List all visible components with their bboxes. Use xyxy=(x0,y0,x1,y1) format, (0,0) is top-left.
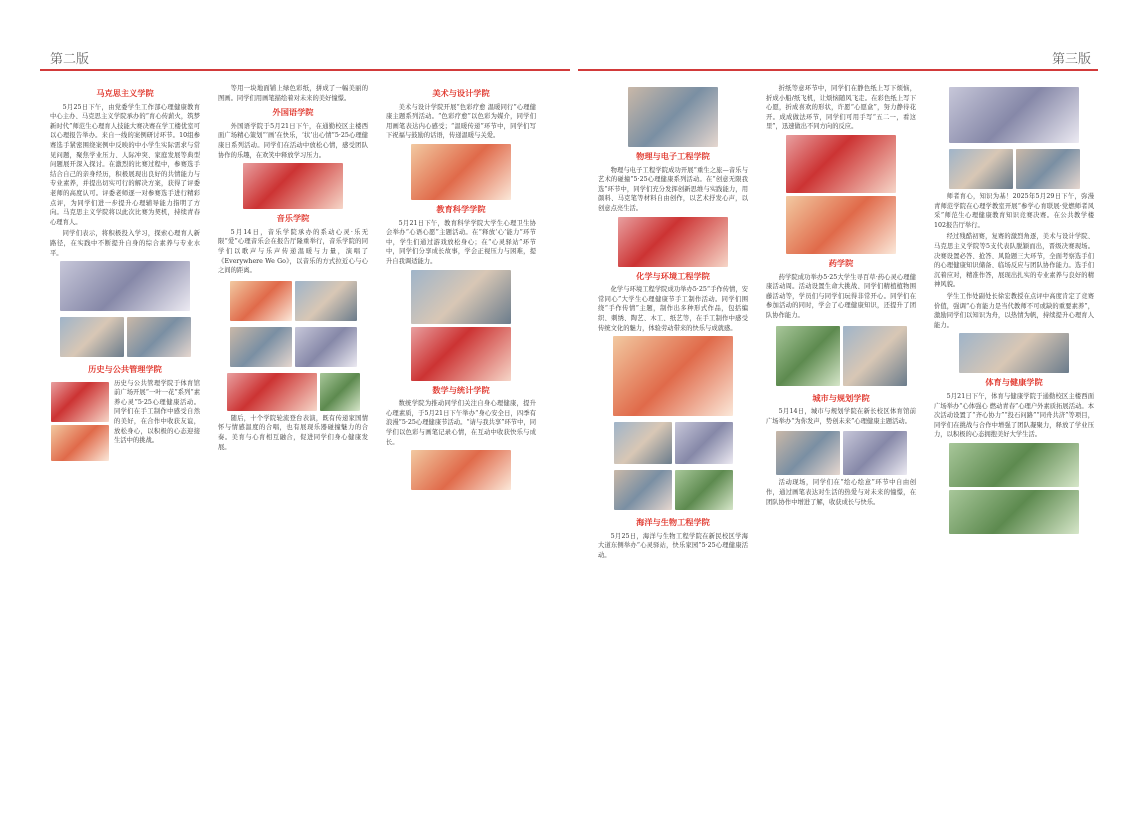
article-ocean: 5月25日，海洋与生物工程学院在新民校区学海大道东侧举办“心灵驿站，快乐家园”5·25心理健康活动。 xyxy=(598,532,748,559)
section-title-education: 教育科学学院 xyxy=(436,203,486,214)
section-title-marxism: 马克思主义学院 xyxy=(96,88,154,98)
photo-city-1 xyxy=(776,431,840,475)
article-marxism-2: 同学们表示，将积极投入学习，探索心理育人新路径，在实践中不断提升自身的综合素养与专业水平。 xyxy=(50,230,200,257)
photo-students xyxy=(843,326,907,386)
section-title-physics: 物理与电子工程学院 xyxy=(636,151,710,161)
photo-concert-2 xyxy=(295,281,357,321)
section-title-math: 数学与统计学院 xyxy=(432,384,490,395)
photo-foreign-event xyxy=(243,163,343,209)
photo-sport-outdoor-2 xyxy=(949,490,1079,534)
photo-group xyxy=(60,261,190,311)
article-contest-2: 经过残酷初赛，复赛的激烈角逐，美术与设计学院、马克思主义学院等5支代表队脱颖而出，晋级决赛现场。决赛设置必答、抢答、风险题三大环节，全面考察选手们的心理健康知识储备、临场反应与团队协作能力。选手们沉着应对，精准作答，展现出扎实的专业素养与良好的精神风貌。 xyxy=(934,233,1094,289)
article-continuation: 等用一块地面铺上绿色彩纸，拼成了一幅美丽的图画。同学们用画笔描绘着对未来的美好憧憬。 xyxy=(218,85,368,102)
column-4 xyxy=(598,84,748,804)
column-1 xyxy=(50,84,200,804)
article-city-2: 活动现场，同学们在“绘心绘意”环节中自由创作，通过画笔表达对生活的热爱与对未来的憧憬，在团队协作中增进了解，收获成长与快乐。 xyxy=(766,479,916,506)
article-math: 数统学院为推动同学们关注自身心理健康，提升心理素质，于5月21日下午举办“身心安全日，四季有浪漫”5·25心理健康节活动。“请与我共享”环节中，同学们以色彩与画笔记录心情，在互动中收获快乐与成长。 xyxy=(386,400,536,446)
page-label-right: 第三版 xyxy=(1051,52,1091,67)
photo-chemistry-4 xyxy=(675,470,733,510)
photo-classroom xyxy=(60,317,124,357)
photo-booth xyxy=(51,382,109,422)
photo-chemistry-group xyxy=(613,336,733,416)
column-3 xyxy=(386,84,536,804)
article-art: 美术与设计学院开展“色彩疗愈 温暖同行”心理健康主题系列活动。“色彩疗愈”以色彩为媒介，同学们用画笔表达内心感受；“温暖传递”环节中，同学们写下祝福与鼓励的话语，传递温暖与关爱。 xyxy=(386,103,536,140)
photo-sport-outdoor-1 xyxy=(949,443,1079,487)
section-title-history: 历史与公共管理学院 xyxy=(88,364,162,375)
photo-sport-indoor xyxy=(959,333,1069,373)
article-contest: 师者育心，知识为基！2025年5月29日下午，弥漫青师范学院在心理学教室开展“参学心育联展·党燃师者风采”师范生心理健康教育知识竞赛决赛。在公共教学楼102报告厅举行。 xyxy=(934,193,1094,229)
section-title-music: 音乐学院 xyxy=(276,213,310,224)
photo-concert-4 xyxy=(295,327,357,367)
photo-physics-top xyxy=(628,87,718,147)
photo-chemistry-2 xyxy=(675,422,733,464)
section-title-city: 城市与规划学院 xyxy=(812,392,870,403)
article-contest-3: 学生工作处副处长徐宏教授在点评中高度肯定了竞赛价值，强调“心育能力是当代教师不可或缺的重要素养”，激励同学们以知识为舟，以热情为帆，持续提升心理育人能力。 xyxy=(934,292,1094,329)
column-5 xyxy=(766,84,916,804)
header-rule-left xyxy=(40,69,570,71)
photo-stage xyxy=(227,373,317,411)
photo-education-2 xyxy=(411,327,511,381)
photo-contest-stage xyxy=(949,87,1079,143)
article-marxism: 5月25日下午，由党委学生工作部心理健康教育中心主办、马克思主义学院承办的“育心传薪火，筑梦新时代”师范生心理育人技能大赛决赛在学工楼优室可以心理报告举办。来自一线的案例研讨环节。10组参赛选手紧密围绕案例中反映的中小学生实际需求与常见问题，聚焦学业压力、人际冲突、家庭发展等典型问题展开深入探讨。在激烈的比赛过程中，参赛选手结合自己的亲身经历，积极展现出良好的共情能力与专业素养，并提出切实可行的解决方案，获得了评委老师的高度认可。评委老师逐一对参赛选手进行精彩点评，为同学们进一步提升心理辅导能力指明了方向。马克思主义学院将以此次比赛为契机，持续青春心理育人。 xyxy=(50,103,200,226)
article-pharmacy: 药学院成功举办5·25大学生寻百草·药心灵心理健康活动周。活动设置生命大挑战、同学们精植植物围藤活动等，学员们与同学们玩得非常开心。同学们在参加活动的同时，学会了心理健康知识，还提升了团队协作能力。 xyxy=(766,273,916,319)
photo-pharmacy-activity xyxy=(786,196,896,254)
photo-education-1 xyxy=(411,270,511,324)
photo-audience xyxy=(320,373,360,411)
photo-chemistry-1 xyxy=(614,422,672,464)
photo-contest-2 xyxy=(1016,149,1080,189)
article-city: 5月14日，城市与规划学院在新长校区体育馆前广场举办“为你发声，势创未来”心理健康主题活动。 xyxy=(766,408,916,425)
photo-chemistry-3 xyxy=(614,470,672,510)
photo-concert-1 xyxy=(230,281,292,321)
article-sport: 5月21日下午，体育与健康学院于通勤校区主楼西面广场举办“心体强心 燃动青春”心理户外素质拓展活动。本次活动设置了“齐心协力”“投石问路”“同舟共济”等项目，同学们在挑战与合作中增强了团队凝聚力，释放了学业压力，以积极的心态拥抱美好大学生活。 xyxy=(934,392,1094,439)
article-music: 5月14日，音乐学院承办的系动心灵·乐无限“爱”心理音乐会在报告厅隆重举行，音乐学院的同学们以歌声与乐声传递温暖与力量，演唱了《Everywhere We Go》，以音乐的方式拉近心与心之间的距离。 xyxy=(218,228,368,275)
section-title-chemistry: 化学与环境工程学院 xyxy=(636,270,710,281)
photo-pharmacy-group xyxy=(786,135,896,193)
photo-plants xyxy=(776,326,840,386)
article-chemistry: 化学与环境工程学院成功举办5·25“手作传情，安常同心”大学生心理健康节手工制作活动。同学们围绕“手作传情”主题，制作出多种形式作品，包括编织、刺绣、陶艺、木工、纸艺等，在手工制作中感受传统文化的魅力，体验劳动带来的快乐与成就感。 xyxy=(598,286,748,332)
article-music-2: 随后，十个学院轮流登台表演，既有传递家国情怀与情感温度的合唱，也有展现乐器碰撞魅力的合奏。美育与心育相互融合，促进同学们身心健康发展。 xyxy=(218,414,368,451)
section-title-pharmacy: 药学院 xyxy=(828,257,854,268)
article-education: 5月21日下午，教育科学学院大学生心理卫生协会举办“心语心愿”主题活动。在“释放‘心’能力”环节中，学生们通过游戏放松身心；在“心灵驿站”环节中，同学们分享成长故事，学会正视压力与困难，提升自我调适能力。 xyxy=(386,219,536,265)
page-label-left: 第二版 xyxy=(50,52,90,67)
photo-city-2 xyxy=(843,431,907,475)
header-rule-right xyxy=(578,69,1098,71)
section-title-foreign: 外国语学院 xyxy=(272,107,314,118)
section-title-sport: 体育与健康学院 xyxy=(985,377,1043,388)
article-foreign: 外国语学院于5月21日下午，在通勤校区主楼西面广场精心策划“‘画’在快乐，‘状’出心情”5·25心理健康日系列活动。同学们在活动中放松心情，感受团队协作的乐趣，在欢笑中释放学习压力。 xyxy=(218,122,368,159)
column-6 xyxy=(934,84,1094,804)
article-history: 历史与公共管理学院于体育馆前广场开展“一叶一花”系列“素养心灵”5·25心理健康活动。同学们在手工制作中感受自然的美好，在合作中收获友谊，放松身心，以积极的心态迎接生活中的挑战。 xyxy=(114,379,200,445)
photo-banner xyxy=(51,425,109,461)
photo-workshop xyxy=(127,317,191,357)
section-title-art: 美术与设计学院 xyxy=(432,88,490,98)
photo-contest-1 xyxy=(949,149,1013,189)
article-paper-craft: 折纸等意环节中，同学们在静色纸上写下烦恼，折成小船/纸飞机，让烦恼随风飞走。在彩色纸上写下心愿，折成喜欢的形状，许愿“心愿盒”，努力静待花开。成成做法环节，同学们可用手写“五二一，看这里”，迅速做出不同方向的反应。 xyxy=(766,85,916,131)
article-physics: 物理与电子工程学院成功开展“重生之旅—音乐与艺术的碰撞”5·25心理健康系列活动。在“创意无限我选”环节中，同学们充分发挥创新思维与实践能力，用颜料、马克笔等材料自由创作，以艺术抒发心声，以创意点亮生活。 xyxy=(598,166,748,212)
photo-concert-3 xyxy=(230,327,292,367)
column-2 xyxy=(218,84,368,804)
photo-math-activity xyxy=(411,450,511,490)
photo-physics-booth xyxy=(618,217,728,267)
section-title-ocean: 海洋与生物工程学院 xyxy=(636,517,710,528)
photo-art-activity xyxy=(411,144,511,200)
